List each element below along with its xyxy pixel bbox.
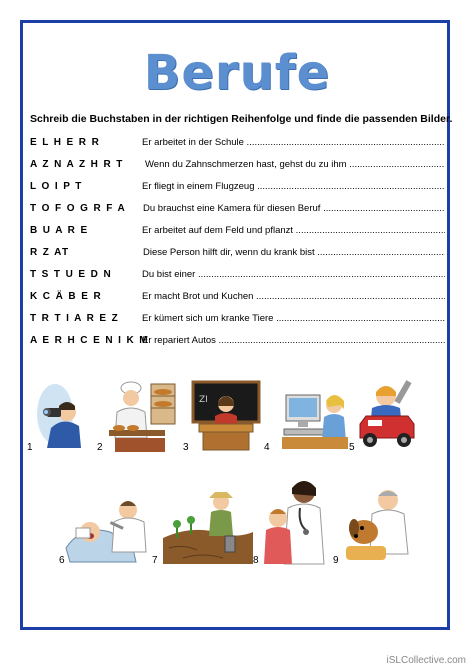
scrambled-word: L O I P T — [30, 181, 83, 192]
svg-text:ZI: ZI — [199, 395, 208, 405]
scrambled-word: R Z AT — [30, 247, 70, 258]
scrambled-word: T S T U E D N — [30, 269, 113, 280]
exercise-row — [30, 136, 445, 152]
picture-number: 7 — [152, 555, 158, 566]
picture-number: 2 — [97, 442, 103, 453]
student-computer-icon — [282, 385, 350, 451]
clue-text: Er fliegt in einem Flugzeug ..... — [142, 180, 445, 194]
picture-number: 1 — [27, 442, 33, 453]
exercise-row — [30, 224, 445, 240]
exercise-row — [30, 158, 445, 174]
scrambled-word: A E R H C E N I K M — [30, 335, 150, 346]
exercise-row — [30, 312, 445, 328]
footer-watermark: iSLCollective.com — [386, 655, 466, 666]
picture-number: 6 — [59, 555, 65, 566]
instruction-text: Schreib die Buchstaben in der richtigen Reihenfolge und finde die passenden Bilder. — [30, 113, 453, 125]
clue-text: Du bist einer ..... — [142, 268, 445, 282]
picture-number: 5 — [349, 442, 355, 453]
clue-text: Er macht Brot und Kuchen ..... — [142, 290, 445, 304]
scrambled-word: T R T I A R E Z — [30, 313, 120, 324]
clue-text: Du brauchst eine Kamera für diesen Beruf ..... — [143, 202, 445, 216]
exercise-row — [30, 290, 445, 306]
scrambled-word: A Z N A Z H R T — [30, 159, 124, 170]
scrambled-word: K C Ä B E R — [30, 291, 103, 302]
clue-text: Wenn du Zahnschmerzen hast, gehst du zu ihm ..... — [145, 158, 445, 172]
scrambled-word: E L H E R R — [30, 137, 101, 148]
clue-text: Er arbeitet auf dem Feld und pflanzt ..... — [142, 224, 445, 238]
picture-number: 4 — [264, 442, 270, 453]
clue-text: Er kümert sich um kranke Tiere ..... — [142, 312, 445, 326]
clue-text: Diese Person hilft dir, wenn du krank bist ..... — [143, 246, 445, 260]
clue-text: Er repariert Autos ..... — [142, 334, 445, 348]
photographer-icon — [33, 378, 95, 450]
exercise-row — [30, 334, 445, 350]
teacher-icon — [191, 380, 261, 452]
picture-number: 8 — [253, 555, 259, 566]
exercise-row — [30, 268, 445, 284]
veterinarian-icon — [342, 484, 418, 564]
baker-icon — [105, 378, 177, 453]
picture-number: 9 — [333, 555, 339, 566]
clue-text: Er arbeitet in der Schule ..... — [142, 136, 445, 150]
scrambled-word: B U A R E — [30, 225, 89, 236]
scrambled-word: T O F O G R F A — [30, 203, 127, 214]
doctor-icon — [262, 474, 334, 566]
exercise-row — [30, 202, 445, 218]
exercise-row — [30, 180, 445, 196]
worksheet-title: Berufe — [143, 45, 331, 101]
farmer-icon — [163, 488, 253, 564]
mechanic-icon — [356, 378, 418, 452]
exercise-row — [30, 246, 445, 262]
dentist-icon — [62, 488, 154, 566]
picture-number: 3 — [183, 442, 189, 453]
